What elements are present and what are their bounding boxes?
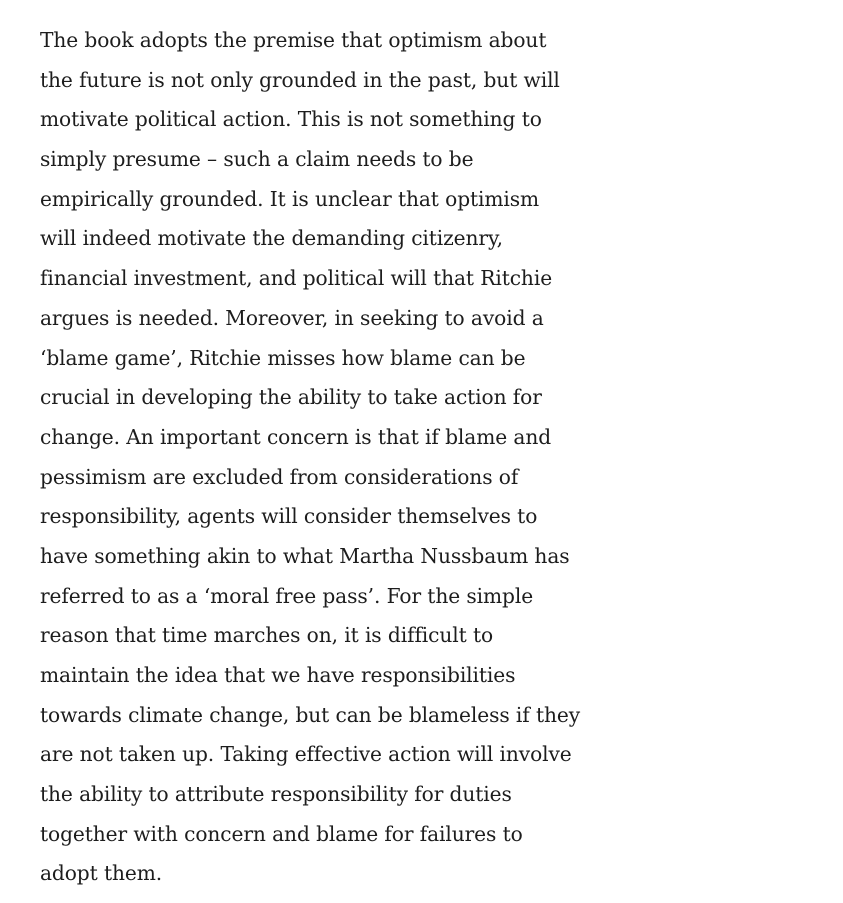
- text-line: maintain the idea that we have responsibilities: [40, 663, 516, 687]
- text-line: the ability to attribute responsibility for duties: [40, 782, 512, 807]
- text-line: simply presume – such a claim needs to be: [40, 147, 474, 172]
- text-line: change. An important concern is that if blame and: [40, 424, 552, 449]
- text-line: have something akin to what Martha Nussbaum has: [40, 543, 570, 568]
- text-line: towards climate change, but can be blameless if they: [40, 702, 581, 727]
- text-line: pessimism are excluded from considerations of: [40, 464, 519, 489]
- body-paragraph: [40, 21, 840, 894]
- text-line: are not taken up. Taking effective action will involve: [40, 742, 572, 767]
- text-line: financial investment, and political will that Ritchie: [40, 266, 553, 291]
- text-line: reason that time marches on, it is difficult to: [40, 623, 494, 648]
- text-line: argues is needed. Moreover, in seeking to avoid a: [40, 305, 544, 330]
- text-line: ‘blame game’, Ritchie misses how blame can be: [40, 345, 526, 370]
- text-line: will indeed motivate the demanding citizenry,: [40, 226, 503, 251]
- text-line: responsibility, agents will consider themselves to: [40, 504, 538, 529]
- text-line: adopt them.: [40, 861, 163, 886]
- text-line: motivate political action. This is not something to: [40, 107, 542, 132]
- text-line: together with concern and blame for failures to: [40, 821, 523, 846]
- text-line: the future is not only grounded in the past, but will: [40, 67, 560, 92]
- text-line: referred to as a ‘moral free pass’. For the simple: [40, 583, 534, 608]
- text-line: empirically grounded. It is unclear that optimism: [40, 186, 540, 211]
- text-line: The book adopts the premise that optimism about: [40, 28, 547, 52]
- document-page: [40, 21, 840, 894]
- text-line: crucial in developing the ability to take action for: [40, 385, 542, 410]
